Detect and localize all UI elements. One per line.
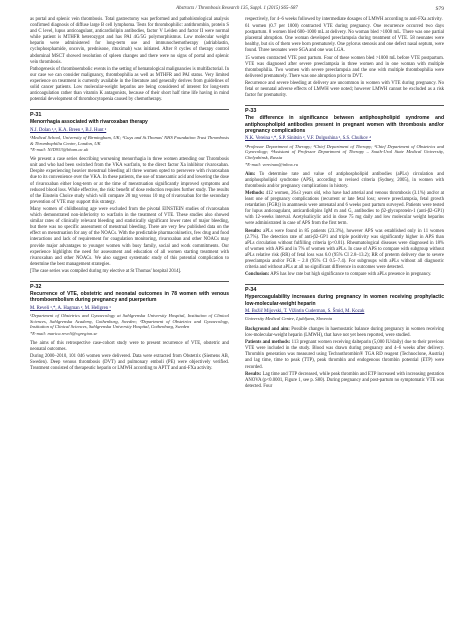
abstract-conclusion xyxy=(245,272,444,278)
abstract-p31 xyxy=(30,109,229,275)
section-label: Results: xyxy=(245,228,262,234)
abstract-paragraph: [The case series was compiled during my elective at St Thomas' hospital 2014]. xyxy=(30,268,182,274)
abstract-title: Hypercoagulability increases during pregnancy in women receiving prophylactic low-molecular-weight heparin xyxy=(245,294,444,307)
abstract-affiliations: ¹Professor Department of Therapy; ²Chief Department of Therapy; ³Chief Department of Obstetrics and Gynecology; ⁴Assistant of Professor Department of Therapy – South-Ural State Medical University, Chelyabinsk, Russia xyxy=(245,143,444,161)
abstract-paragraph: Many women of childbearing age were excluded from the pivotal EINSTEIN studies of rivaroxaban which demonstrated non-inferiority to warfarin in the treatment of VTE. These studies also showed similar rates of clinically relevant bleeding and statistically significant lower rates of major bleeding, but there was no specific assessment of menstrual bleeding. There are very few published data on the effect on menstruation for any of the NOACs. With the predictable pharmacokinetics, few drug and food interactions and lack of requirement for coagulation monitoring, rivaroxaban and other NOACs may provide major advantages to younger women with busy family, social and work commitments. Our experience highlights the need for assessment and education of all women starting treatment with rivaroxaban and other NOACs. We also suggest systematic study of this potential complication to determine the best management strategies. xyxy=(30,206,229,267)
abstract-title: The difference in significance between antiphospholipid syndrome and antiphospholipid antibodies present in pregnant women with thrombosis and/or pregnancy complications xyxy=(245,115,444,135)
abstract-p32 xyxy=(30,281,229,373)
right-column xyxy=(245,17,444,391)
section-text: 412 women, 26±3 years old, who have had arterial and venous thrombosis (3.1%) and/or at least one of pregnancy complications (recurrent or late fetal loss; severe preeclampsia, fetal growth retardation (FGR)) in anamnesis were antenatal and 6 weeks post partum surveyed. Patients were tested for lupus anticoagulant, anticardiolipins IgM m and G, antibodies to β2-glycoprotein-1 (anti-β2-GP1) with 12-weeks interval. Acetylsalicylic acid in dose 75 mg daily and low molecular weight heparins were administrated in case of APS from the first term. xyxy=(245,191,444,227)
abstract-results xyxy=(245,372,444,390)
abstract-affiliations: ¹Medical School, University of Birmingham, UK; ²Guys and St.Thomas' NHS Foundation Trust Thrombosis & Thrombophilia Centre, London, UK xyxy=(30,134,229,146)
right-intro-paragraph-4: Recurrence and severe bleeding at delivery are uncommon in women with VTE during pregnancy. No fetal or neonatal adverse effects of LMWH were noted; however LMWH cannot be excluded as a risk factor for prematurity. xyxy=(245,80,444,99)
abstract-title: Recurrence of VTE, obstetric and neonatal outcomes in 78 women with venous thromboembolism during pregnancy and puerperium xyxy=(30,290,229,304)
abstract-background xyxy=(245,327,444,339)
section-label: Aim: xyxy=(245,171,256,177)
section-text: APS has low rate but high significance to compare with aPLs presence in pregnancy. xyxy=(269,272,432,278)
section-text: 113 pregnant women receiving dalteparin (5,000 IU/daily) due to their previous VTE were included in the study. Blood was drawn during pregnancy and 4–6 weeks after delivery. Thrombin generation was measured using Technothrombin® TGA RD reagent (Technoclone, Austria) and lag time, time to peak (TTP), peak thrombin and endogenous thrombin potential (ETP) were recorded. xyxy=(245,340,444,370)
right-intro-paragraph-1: respectively, for 4–6 weeks followed by intermediate dosages of LMWH according to anti-FXa activity. xyxy=(245,17,443,22)
abstract-email: *E-mail: vereinan@inbox.ru xyxy=(245,161,299,167)
section-divider xyxy=(245,284,444,285)
page-number: S79 xyxy=(435,6,444,12)
abstract-affiliations: ¹Department of Obstetrics and Gynaecology at Sahlgrenska University Hospital, Institution of Clinical Sciences, Sahlgrenska Academy, Gothenburg, Sweden; ²Department of Obstetrics and Gynaecology, Institution of Clinical Sciences, Sahlgrenska University Hospital, Gothenburg, Sweden xyxy=(30,312,229,330)
section-text: Possible changes in haemostatic balance during pregnancy in women receiving low-molecular-weight heparin (LMWH), that have not yet been reported, were studied. xyxy=(245,327,444,339)
abstract-title: Menorrhagia associated with rivaroxaban therapy xyxy=(30,119,148,126)
abstract-email: *E-mail: NJD953@bham.ac.uk xyxy=(30,147,89,153)
section-text: aPLs were found in 85 patients (23.3%), however APS was established only in 11 women (2.7%). The detection rate of anti-β2-GP1 and triple positivity was significantly higher in APS than aPLs circulation without fulfilling criteria (p<0.01). Rheumatological diseases were diagnosed in 18% of women with APS and in 7% of women with aPLs. In case of APS to compare with subgroup without aPLs relative risk (RR) of fetal loss was 6.0 (95% CI 2.8–13.2); RR of preterm delivery due to severe preeclampsia and/or FGR – 2.0 (95% CI 0.5–7.4). For subgroups with aPLs without all diagnostic criteria and without aPLs at all no significant difference in outcomes were detected. xyxy=(245,228,444,271)
abstract-id: P-32 xyxy=(30,283,42,290)
abstract-authors: M. Reveli ¹,*, A. Hagman ², M. Hellgren ¹ xyxy=(30,305,111,311)
abstract-methods xyxy=(245,191,444,228)
section-label: Patients and methods: xyxy=(245,340,291,346)
left-column xyxy=(30,17,229,374)
section-label: Conclusion: xyxy=(245,272,270,278)
section-label: Results: xyxy=(245,371,262,377)
section-divider xyxy=(30,109,229,110)
right-intro-paragraph-3: 15 women contracted VTE post partum. Four of these women bled >1000 mL before VTE postpartum. VTE was diagnosed after severe preeclampsia in three women and in one woman with multiple thrombophilia. Two women with severe preeclampsia and the one with multiple thrombophilia were delivered prematurely. There was one abruption prior to DVT. xyxy=(245,55,444,79)
abstract-paragraph: The aims of this retrospective case-cohort study were to present recurrence of VTE, obstetric and neonatal outcomes. xyxy=(30,341,229,353)
running-head: Abstracts / Thrombosis Research 135, Suppl. 1 (2015) S65–S87 xyxy=(176,6,298,11)
abstract-paragraph: During 2000–2010, 101 046 women were delivered. Data were extracted from Obstetrix (Siemens AB, Sweden). Deep venous thrombosis (DVT) and pulmonary emboli (PE) were objectively verified. Treatment consisted of therapeutic heparin or LMWH according to APTT and anti-FXa activity. xyxy=(30,354,229,372)
abstract-affiliations: University Medical Centre, Ljubljana, Slovenia xyxy=(245,316,333,322)
abstract-patients-methods xyxy=(245,340,444,370)
section-divider xyxy=(30,281,229,282)
right-intro-paragraph-2: 61 women (0.7 per 1000) contracted VTE during pregnancy. One recurrence occurred two days postpartum. 8 women bled 600–1000 mL at delivery. No woman bled >1000 mL. There was one partial placental abruption. One woman developed preeclampsia during treatment of VTE. 58 neonates were healthy, but six of them were born prematurely. One pylorus stenosis and one defect nasal septum, were found. Three neonates were SGA and one was LGA. xyxy=(245,24,444,54)
abstract-authors: N.J. Dolan ¹,², K.A. Breen ², B.J. Hunt ² xyxy=(30,127,107,133)
abstract-paragraph: We present a case series describing worsening menorrhagia in three women attending our Thrombosis unit and who had been switched from the VKA warfarin, to the direct factor Xa inhibitor rivaroxaban. Despite experiencing heavier menstrual bleeding all three women opted to persevere with rivaroxaban due to its convenience over the VKA. In these patients, the use of tranexamic acid and lowering the dose of rivaroxaban either long-term or at the time of menstruation significantly improved symptoms and reduced blood loss. While effective, the risk: benefit of dose reduction requires further study. The results of the Einstein Choice study which will compare 20 mg versus 10 mg of rivaroxaban for the secondary prevention of VTE may support this strategy. xyxy=(30,157,229,205)
section-divider xyxy=(245,105,444,106)
abstract-id: P-33 xyxy=(245,108,257,115)
section-text: To determine rate and value of antiphospholipid antibodies (aPLs) circulation and antiphospholipid syndrome (APS), according to revised criteria (Sydney, 2005), in women with thrombosis and/or pregnancy complications in history. xyxy=(245,171,444,189)
abstract-authors: M. Božič Mijovski, T. Vižintin Cuderman, S. Šmid, M. Kozak xyxy=(245,309,365,315)
section-label: Background and aim: xyxy=(245,327,290,333)
left-intro-paragraph-1: as portal and splenic vein thrombosis. Total gastrectomy was performed and pathohistological analysis confirmed diagnosis of diffuse large B cell lymphoma. Tests for thrombophilic: antithrombin, protein S and C level, lupus anticoagulant, anticardiolipin antibodies, factor V Leiden and factor II were normal while patient is MTHFR heterozygot and has PAI 4G/5G polymorphismus. Low molecular weight heparin were administered for long-term use and immunochemotherapy (adriablastin, cyclophosphamide, oncovin, prednisone, rituximab) was initiated. After 8 cycles of therapy control abdominal MSCT showed resolution of spleen changes and there were no signs of portal and splenic vein thrombosis. xyxy=(30,17,229,65)
abstract-aim xyxy=(245,172,444,190)
abstract-p33 xyxy=(245,105,444,278)
abstract-id: P-31 xyxy=(30,112,42,119)
section-text: Lag time and TTP decreased, while peak thrombin and ETP increased with increasing gestation ANOVA (p<0.0001, Figure 1, see p. S80). During pregnancy and post-partum no symptomatic VTE was detected. Four xyxy=(245,371,444,389)
abstract-results xyxy=(245,229,444,272)
section-label: Methods: xyxy=(245,191,265,196)
left-intro-paragraph-2: Pathogenesis of thromboembolic events in the setting of hematological malignancies is multifactorial. In our case we can consider malignancy, thrombophilia as well as MTHFR and PAI status. Very limited experience on treatment is currently available in the literature and generally derives from guidelines of solid cancer patients. Low molecular-weight heparins are being considered of interest for long-term anticoagulation rather than vitamin K antagonists, because of their short half time life having in mind potential development of thrombocytopenia caused by chemotherapy. xyxy=(30,66,229,103)
abstract-id: P-34 xyxy=(245,287,257,294)
abstract-p34 xyxy=(245,284,444,390)
abstract-authors: N.K. Vereina ¹,*, S.P. Sinitsin ², V.F. Dolgushina ³, S.S. Chulkov ⁴ xyxy=(245,136,371,142)
abstract-email: *E-mail: marica.reveli@vgregion.se xyxy=(30,331,98,337)
